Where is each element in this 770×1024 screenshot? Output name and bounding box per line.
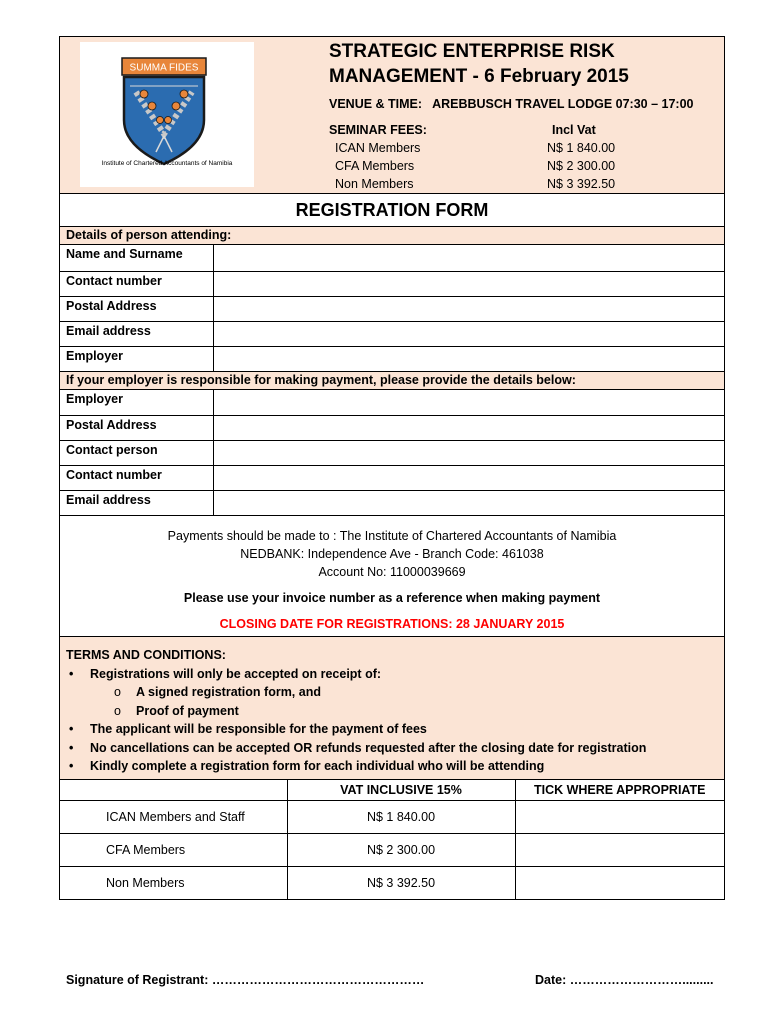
tick-box-cfa[interactable] <box>515 833 724 866</box>
employer-email-input[interactable] <box>213 491 724 516</box>
field-row <box>60 321 724 346</box>
circle-bullet-icon: o <box>114 703 121 718</box>
terms-heading: TERMS AND CONDITIONS: <box>66 648 226 662</box>
postal-address-input[interactable] <box>213 296 724 321</box>
payment-line2: NEDBANK: Independence Ave - Branch Code: 461038 <box>240 547 544 561</box>
shield-logo-icon <box>80 42 254 187</box>
tick-box-ican[interactable] <box>515 800 724 833</box>
price-header-blank <box>60 780 287 800</box>
fee-label-non: Non Members <box>335 177 414 191</box>
terms-item-text: Kindly complete a registration form for each individual who will be attending <box>90 759 545 773</box>
price-row-amount: N$ 2 300.00 <box>287 833 515 866</box>
attendee-heading: Details of person attending: <box>60 227 724 245</box>
price-row-amount: N$ 3 392.50 <box>287 866 515 899</box>
logo-motto: SUMMA FIDES <box>129 62 199 74</box>
field-label: Contact number <box>60 271 213 296</box>
payment-line3: Account No: 11000039669 <box>318 565 466 579</box>
terms-item-text: Registrations will only be accepted on receipt of: <box>90 666 382 681</box>
fee-label-ican: ICAN Members <box>335 141 421 155</box>
bullet-icon: • <box>69 666 74 681</box>
tick-column-header: TICK WHERE APPROPRIATE <box>515 780 724 800</box>
seminar-title-line1: STRATEGIC ENTERPRISE RISK <box>329 41 615 62</box>
name-surname-input[interactable] <box>213 245 724 271</box>
field-row <box>60 271 724 296</box>
employer-contact-person-input[interactable] <box>213 441 724 466</box>
field-label: Email address <box>60 321 213 346</box>
email-address-input[interactable] <box>213 321 724 346</box>
terms-item <box>66 757 718 776</box>
seminar-title <box>329 39 629 89</box>
logo-caption: Institute of Chartered Accountants of Namibia <box>101 160 233 167</box>
price-row-label: Non Members <box>60 866 287 899</box>
field-label: Employer <box>60 390 213 416</box>
field-row <box>60 346 724 371</box>
price-row-amount: N$ 1 840.00 <box>287 800 515 833</box>
payment-line1: Payments should be made to : The Institute of Chartered Accountants of Namibia <box>167 529 617 543</box>
date-line[interactable]: Date: ………………………......... <box>535 973 714 987</box>
employer-fields <box>60 390 724 517</box>
field-row <box>60 296 724 321</box>
field-label: Contact person <box>60 441 213 466</box>
price-row <box>60 833 724 866</box>
terms-item <box>66 720 718 739</box>
vat-column-header: VAT INCLUSIVE 15% <box>287 780 515 800</box>
payment-details <box>60 516 724 637</box>
circle-bullet-icon: o <box>114 685 121 699</box>
terms-item <box>66 739 718 758</box>
field-label: Contact number <box>60 466 213 491</box>
registration-form <box>59 36 725 900</box>
form-title: REGISTRATION FORM <box>60 194 724 227</box>
venue-time <box>329 97 693 111</box>
closing-date: CLOSING DATE FOR REGISTRATIONS: 28 JANUARY 2015 <box>219 617 565 631</box>
bullet-icon: • <box>69 759 74 773</box>
field-row <box>60 441 724 466</box>
terms-and-conditions <box>60 637 724 780</box>
terms-subitem <box>66 702 718 721</box>
contact-number-input[interactable] <box>213 271 724 296</box>
price-table <box>60 780 724 899</box>
field-row <box>60 390 724 416</box>
seminar-title-line2: MANAGEMENT - 6 February 2015 <box>329 66 629 87</box>
field-label: Email address <box>60 491 213 516</box>
fee-label-cfa: CFA Members <box>335 159 415 173</box>
attendee-fields <box>60 245 724 372</box>
price-row <box>60 866 724 899</box>
signature-line[interactable]: Signature of Registrant: …………………………………………… <box>66 973 425 987</box>
field-row <box>60 466 724 491</box>
price-row-label: ICAN Members and Staff <box>60 800 287 833</box>
fee-amount-cfa: N$ 2 300.00 <box>547 159 616 173</box>
fee-amount-non: N$ 3 392.50 <box>547 177 616 191</box>
price-row <box>60 800 724 833</box>
price-row-label: CFA Members <box>60 833 287 866</box>
employer-postal-address-input[interactable] <box>213 416 724 441</box>
price-table-header <box>60 780 724 800</box>
header-block <box>60 37 724 194</box>
tick-box-non-members[interactable] <box>515 866 724 899</box>
field-label: Postal Address <box>60 416 213 441</box>
terms-subitem <box>66 683 718 702</box>
venue-label: VENUE & TIME: <box>329 97 423 111</box>
venue-value: AREBBUSCH TRAVEL LODGE 07:30 – 17:00 <box>432 97 694 111</box>
field-row <box>60 416 724 441</box>
employer-input[interactable] <box>213 346 724 371</box>
fees-label: SEMINAR FEES: <box>329 123 427 137</box>
terms-item-text: No cancellations can be accepted OR refunds requested after the closing date for registration <box>90 740 647 755</box>
bullet-icon: • <box>69 740 74 755</box>
terms-item-text: The applicant will be responsible for the payment of fees <box>90 722 427 736</box>
terms-item <box>66 665 718 684</box>
employer-heading: If your employer is responsible for making payment, please provide the details below: <box>60 372 724 390</box>
bullet-icon: • <box>69 722 74 736</box>
payment-reference-note: Please use your invoice number as a reference when making payment <box>183 591 601 605</box>
employer-contact-number-input[interactable] <box>213 466 724 491</box>
field-row <box>60 491 724 516</box>
terms-subitem-text: Proof of payment <box>136 703 239 718</box>
institute-logo <box>80 42 254 187</box>
field-label: Name and Surname <box>60 245 213 271</box>
field-label: Postal Address <box>60 296 213 321</box>
fee-amount-ican: N$ 1 840.00 <box>547 141 616 155</box>
field-label: Employer <box>60 346 213 371</box>
field-row <box>60 245 724 271</box>
employer-name-input[interactable] <box>213 390 724 416</box>
fees-vat-label: Incl Vat <box>552 123 596 137</box>
terms-subitem-text: A signed registration form, and <box>136 685 321 699</box>
